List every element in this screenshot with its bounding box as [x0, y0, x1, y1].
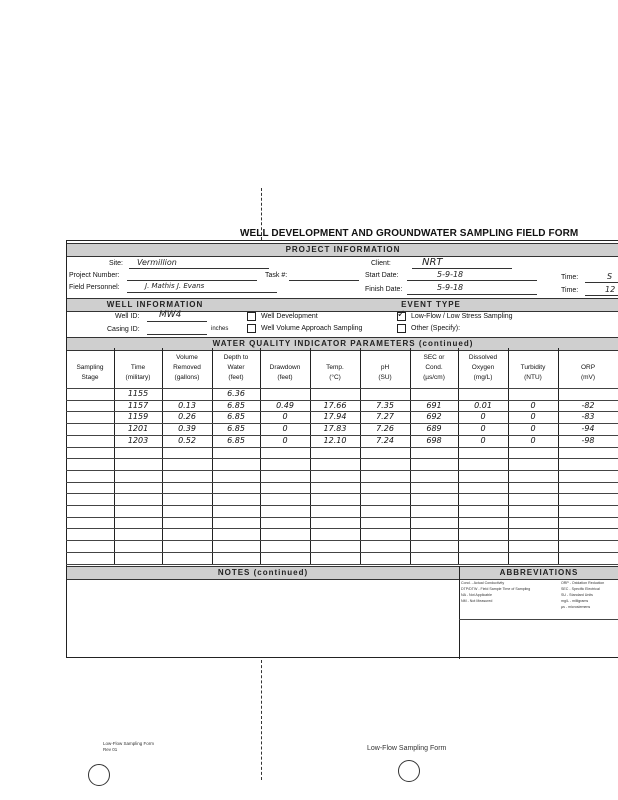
table-header-cell: (SU): [378, 374, 392, 381]
project-number-field[interactable]: [127, 280, 257, 281]
table-header-cell: Dissolved: [468, 354, 498, 361]
table-header-cell: (µs/cm): [423, 374, 445, 381]
table-cell[interactable]: 7.24: [376, 435, 394, 445]
field-personnel-label: Field Personnel:: [69, 284, 120, 291]
finish-time-label: Time:: [561, 287, 579, 294]
abbrev-right-3: SU - Standard Units: [561, 593, 593, 597]
finish-time-value: 12: [605, 285, 616, 294]
table-cell[interactable]: 6.85: [227, 412, 245, 422]
table-cell[interactable]: -82: [581, 400, 595, 410]
abbrev-right-4: mg/L - milligrams: [561, 599, 589, 603]
other-checkbox[interactable]: [397, 324, 406, 333]
abbreviations-bottom: [459, 619, 618, 620]
site-label: Site:: [109, 260, 124, 267]
table-cell[interactable]: 0: [282, 424, 288, 434]
table-header-cell: Oxygen: [471, 364, 495, 371]
fold-line-top: [261, 188, 262, 240]
table-cell[interactable]: 0: [480, 424, 486, 434]
table-row-line: [66, 528, 618, 529]
table-cell[interactable]: -94: [581, 424, 595, 434]
table-cell[interactable]: 691: [426, 400, 442, 410]
finish-date-field[interactable]: [407, 294, 537, 295]
table-cell[interactable]: 698: [426, 435, 442, 445]
table-row-line: [66, 482, 618, 483]
well-id-value: MW4: [159, 310, 182, 320]
table-header-cell: (mV): [580, 374, 596, 381]
finish-date-label: Finish Date:: [365, 286, 403, 293]
table-header-cell: (°C): [329, 374, 341, 381]
table-cell[interactable]: 12.10: [323, 435, 347, 445]
notes-divider: [459, 566, 460, 659]
table-cell[interactable]: 1159: [127, 412, 149, 422]
table-cell[interactable]: 6.36: [227, 389, 245, 398]
field-personnel-field[interactable]: [127, 292, 277, 293]
table-header-cell: pH: [380, 364, 390, 371]
client-value: NRT: [422, 257, 443, 268]
table-cell[interactable]: -83: [581, 412, 595, 422]
table-row-line: [66, 458, 618, 459]
table-cell[interactable]: 0.26: [178, 412, 196, 422]
table-header-cell: SEC or: [423, 354, 445, 361]
table-cell[interactable]: 0: [530, 400, 536, 410]
table-cell[interactable]: -98: [581, 435, 595, 445]
start-time-label: Time:: [561, 274, 579, 281]
table-row-line: [66, 470, 618, 471]
table-cell[interactable]: 0.49: [276, 400, 294, 410]
section-project-info: PROJECT INFORMATION: [67, 243, 618, 257]
table-cell[interactable]: 1203: [127, 435, 149, 445]
task-field[interactable]: [289, 280, 359, 281]
start-time-field[interactable]: [585, 282, 618, 283]
start-time-value: S: [607, 272, 613, 281]
well-volume-checkbox[interactable]: [247, 324, 256, 333]
table-cell[interactable]: 1155: [127, 389, 149, 398]
table-header-cell: (NTU): [524, 374, 542, 381]
client-label: Client:: [371, 260, 391, 267]
low-flow-check-mark: ✓: [397, 309, 406, 320]
site-value: Vermillion: [137, 258, 177, 267]
finish-date-value: 5-9-18: [437, 283, 464, 292]
section-notes: NOTES (continued): [67, 566, 459, 580]
well-id-label: Well ID:: [115, 313, 140, 320]
casing-id-field[interactable]: [147, 334, 207, 335]
table-row-line: [66, 552, 618, 553]
field-personnel-value: J. Mathis J. Evans: [145, 282, 205, 290]
table-header-cell: ORP: [580, 364, 596, 371]
fold-line-bottom: [261, 660, 262, 780]
task-label: Task #:: [265, 272, 288, 279]
client-field[interactable]: [412, 268, 512, 269]
table-header-cell: (military): [125, 374, 151, 381]
table-row-line: [66, 540, 618, 541]
site-field[interactable]: [129, 268, 269, 269]
abbrev-left-4: NM - Not Measured: [461, 599, 493, 603]
table-cell[interactable]: 0.52: [178, 435, 196, 445]
table-header-cell: (mg/L): [473, 374, 493, 381]
other-label: Other (Specify):: [411, 325, 461, 332]
table-cell[interactable]: 689: [426, 424, 442, 434]
table-header-cell: Depth to: [223, 354, 249, 361]
table-row-line: [66, 447, 618, 448]
finish-time-field[interactable]: [585, 295, 618, 296]
table-cell[interactable]: 0: [480, 435, 486, 445]
table-header-cell: Removed: [173, 364, 201, 371]
abbrev-left-2: DTP/DTW - Field Sample Time of Sampling: [461, 587, 531, 591]
well-development-checkbox[interactable]: [247, 312, 256, 321]
casing-units: inches: [211, 326, 229, 332]
table-header-cell: Water: [227, 364, 245, 371]
abbrev-right-5: µs - microsiemens: [561, 605, 591, 609]
table-header-cell: (feet): [228, 374, 244, 381]
table-cell[interactable]: 0.01: [474, 400, 492, 410]
table-row-line: [66, 505, 618, 506]
section-well-info: WELL INFORMATION: [67, 298, 243, 312]
table-row-line: [66, 517, 618, 518]
project-number-label: Project Number:: [69, 272, 120, 279]
start-date-label: Start Date:: [365, 272, 399, 279]
punch-hole-center: [398, 760, 420, 782]
punch-hole-left: [88, 764, 110, 786]
table-cell[interactable]: 7.26: [376, 424, 394, 434]
table-cell[interactable]: 7.27: [376, 412, 394, 422]
table-cell[interactable]: 0: [530, 435, 536, 445]
table-cell[interactable]: 17.94: [323, 412, 347, 422]
table-header-cell: Temp.: [326, 364, 344, 371]
table-row-line: [66, 564, 618, 565]
table-header-cell: (gallons): [174, 374, 200, 381]
table-header-cell: Turbidity: [520, 364, 546, 371]
abbrev-left-1: Cond. - Actual Conductivity: [461, 581, 505, 585]
table-cell[interactable]: 0: [282, 412, 288, 422]
table-header-cell: Cond.: [425, 364, 443, 371]
well-volume-label: Well Volume Approach Sampling: [261, 325, 363, 332]
table-cell[interactable]: 0: [530, 424, 536, 434]
well-development-label: Well Development: [261, 313, 318, 320]
table-cell[interactable]: 692: [426, 412, 442, 422]
low-flow-label: Low-Flow / Low Stress Sampling: [411, 313, 513, 320]
footer-left-line1: Low-Flow Sampling Form: [103, 741, 155, 746]
table-header-cell: Volume: [176, 354, 198, 361]
water-quality-table: [66, 348, 618, 564]
table-header-cell: Drawdown: [269, 364, 301, 371]
table-cell[interactable]: 0: [282, 435, 288, 445]
table-cell[interactable]: 0: [480, 412, 486, 422]
table-header-cell: Stage: [81, 374, 99, 381]
footer-center: Low-Flow Sampling Form: [367, 745, 447, 752]
abbrev-right-1: ORP - Oxidation Reduction: [561, 581, 605, 585]
table-cell[interactable]: 6.85: [227, 424, 245, 434]
table-cell[interactable]: 0.13: [178, 400, 196, 410]
footer-left-line2: Rev 01: [103, 747, 118, 752]
abbrev-right-2: SEC - Specific Electrical: [561, 587, 600, 591]
table-cell[interactable]: 0: [530, 412, 536, 422]
form-title: WELL DEVELOPMENT AND GROUNDWATER SAMPLING FIELD FORM: [240, 228, 579, 239]
table-row-line: [66, 493, 618, 494]
table-header-cell: (feet): [277, 374, 293, 381]
section-abbreviations: ABBREVIATIONS: [459, 566, 618, 580]
table-cell[interactable]: 6.85: [227, 435, 245, 445]
table-cell[interactable]: 0.39: [178, 424, 196, 434]
section-water-quality: WATER QUALITY INDICATOR PARAMETERS (continued): [67, 337, 618, 351]
table-cell[interactable]: 1157: [127, 400, 149, 410]
table-cell[interactable]: 17.83: [323, 424, 347, 434]
section-event-type: EVENT TYPE: [243, 298, 618, 312]
abbrev-left-3: NA - Not Applicable: [461, 593, 492, 597]
start-date-value: 5-9-18: [437, 270, 464, 279]
table-cell[interactable]: 6.85: [227, 400, 245, 410]
table-header-cell: Time: [130, 364, 146, 371]
table-header-cell: Sampling: [76, 364, 104, 371]
table-cell[interactable]: 1201: [127, 424, 149, 434]
start-date-field[interactable]: [407, 280, 537, 281]
table-cell[interactable]: 7.35: [376, 400, 394, 410]
table-cell[interactable]: 17.66: [323, 400, 347, 410]
well-id-field[interactable]: [147, 321, 207, 322]
casing-id-label: Casing ID:: [107, 326, 140, 333]
